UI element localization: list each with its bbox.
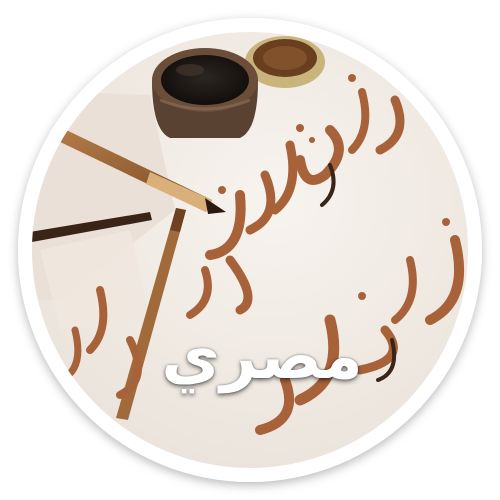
inkwell-jar	[152, 48, 258, 138]
badge-caption: مصري	[161, 320, 363, 394]
